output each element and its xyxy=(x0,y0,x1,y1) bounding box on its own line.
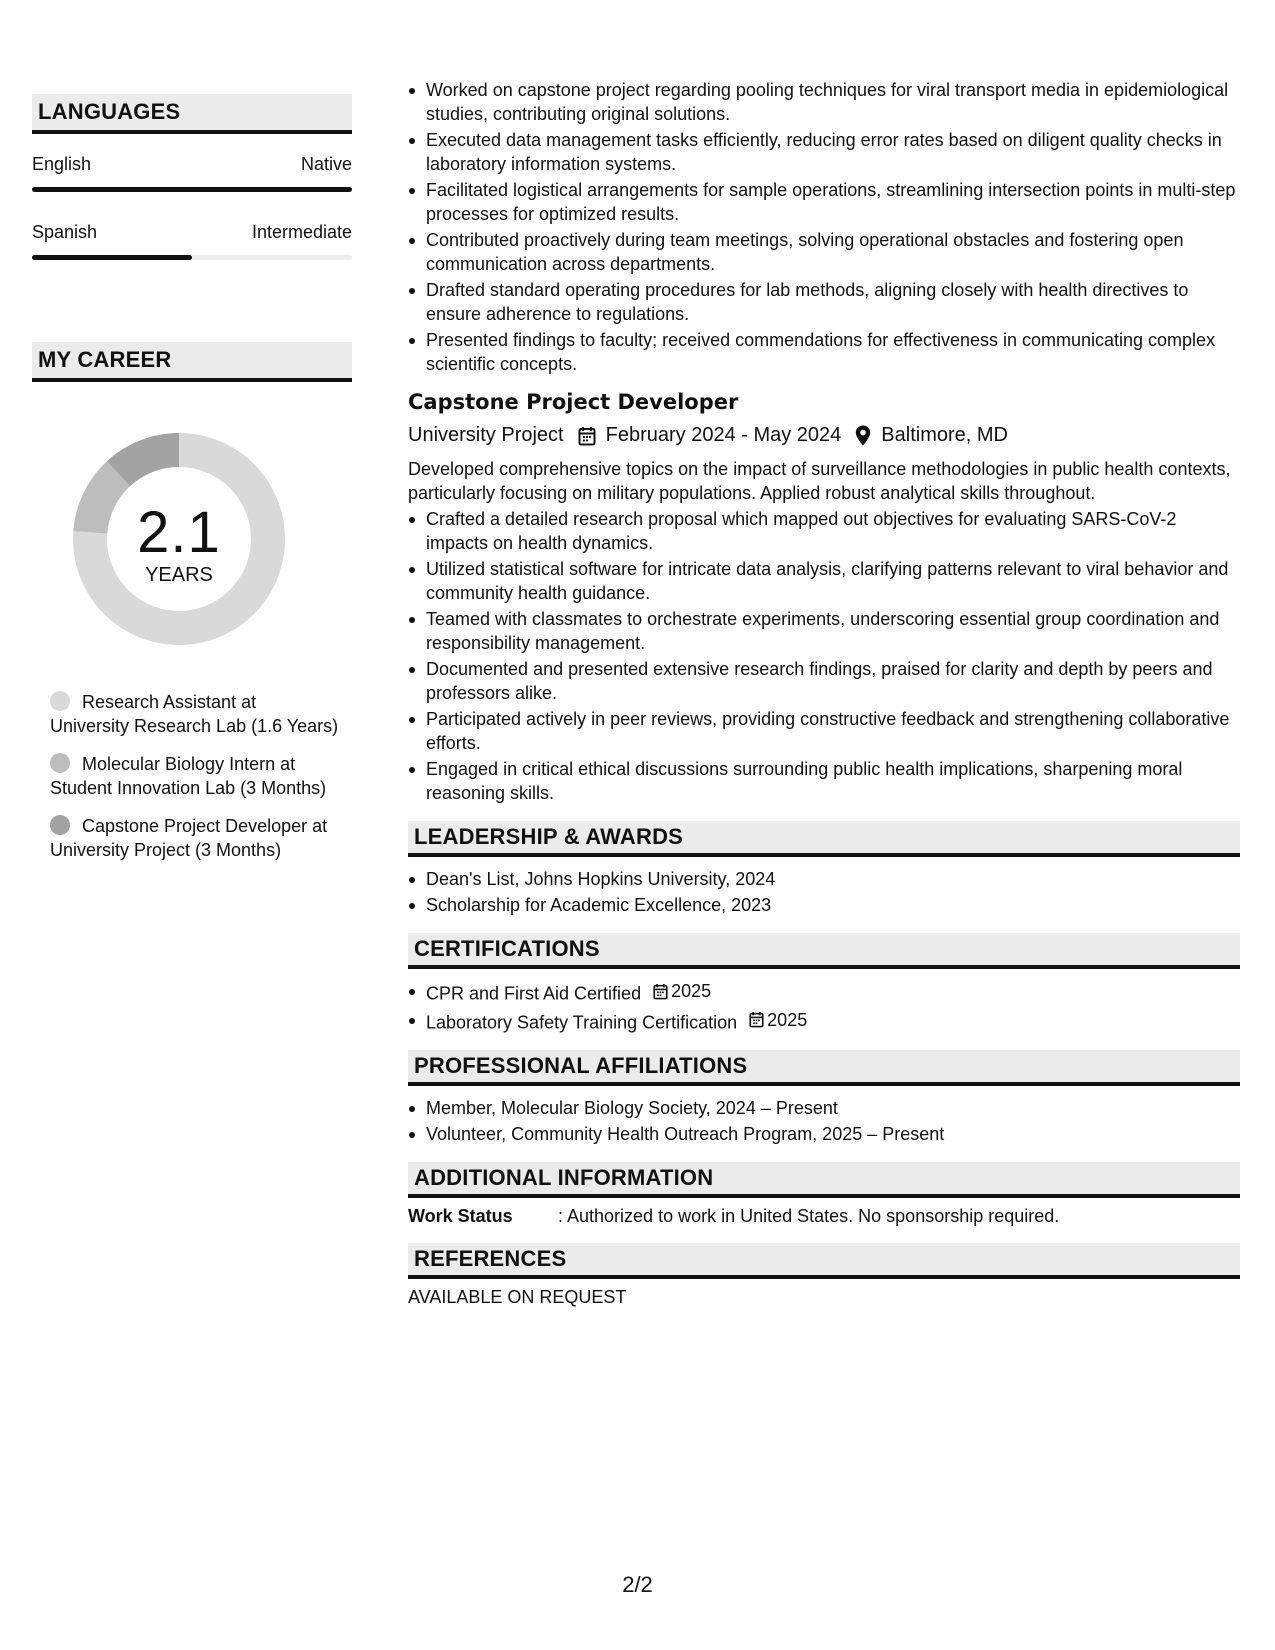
certification-name: Laboratory Safety Training Certification xyxy=(426,1012,738,1032)
job-company: University Project xyxy=(408,424,564,446)
career-total-unit: YEARS xyxy=(145,564,213,586)
certifications-heading: CERTIFICATIONS xyxy=(408,933,1240,969)
leadership-list xyxy=(408,867,1240,917)
affiliations-section xyxy=(408,1050,1240,1146)
location-pin-icon xyxy=(855,425,871,446)
list-item xyxy=(426,1008,1240,1035)
job-dates: February 2024 - May 2024 xyxy=(605,424,842,446)
list-item: Facilitated logistical arrangements for sample operations, streamlining intersection points in multi-step processes for optimized results. xyxy=(426,178,1240,226)
previous-job-bullets xyxy=(408,78,1240,376)
legend-dot xyxy=(50,691,70,711)
legend-dot xyxy=(50,753,70,773)
legend-label: Research Assistant at University Research Lab (1.6 Years) xyxy=(50,692,339,736)
work-status-value: : Authorized to work in United States. No sponsorship required. xyxy=(558,1206,1060,1226)
list-item: Documented and presented extensive research findings, praised for clarity and depth by peers and professors alike. xyxy=(426,657,1240,705)
legend-dot xyxy=(50,815,70,835)
legend-label: Molecular Biology Intern at Student Innovation Lab (3 Months) xyxy=(50,754,327,798)
certification-year: 2025 xyxy=(671,981,712,1001)
legend-item xyxy=(50,690,340,738)
language-bar-fill xyxy=(32,255,192,260)
language-bar xyxy=(32,255,352,260)
language-row xyxy=(32,222,352,243)
language-row xyxy=(32,154,352,175)
list-item: Volunteer, Community Health Outreach Program, 2025 – Present xyxy=(426,1122,1240,1146)
career-heading: MY CAREER xyxy=(32,342,352,382)
list-item: Participated actively in peer reviews, providing constructive feedback and strengthening collaborative efforts. xyxy=(426,707,1240,755)
references-section xyxy=(408,1243,1240,1308)
calendar-icon xyxy=(653,983,668,1000)
calendar-icon xyxy=(749,1011,764,1028)
certification-name: CPR and First Aid Certified xyxy=(426,983,642,1004)
list-item: Teamed with classmates to orchestrate experiments, underscoring essential group coordination and responsibility management. xyxy=(426,607,1240,655)
career-total-value: 2.1 xyxy=(137,500,221,565)
list-item: Worked on capstone project regarding pooling techniques for viral transport media in epidemiological studies, contributing original solutions. xyxy=(426,78,1240,126)
language-level: Native xyxy=(300,154,352,174)
certification-date xyxy=(749,1008,807,1032)
job-title: Capstone Project Developer xyxy=(408,390,739,414)
list-item: Drafted standard operating procedures for lab methods, aligning closely with health directives to ensure adherence to regulations. xyxy=(426,278,1240,326)
certifications-section xyxy=(408,933,1240,1034)
affiliations-list xyxy=(408,1096,1240,1146)
certification-date xyxy=(653,979,711,1003)
list-item: Presented findings to faculty; received commendations for effectiveness in communicating complex scientific concepts. xyxy=(426,328,1240,376)
language-level: Intermediate xyxy=(251,222,352,242)
job-location: Baltimore, MD xyxy=(881,424,1008,446)
left-column xyxy=(32,94,352,876)
legend-item xyxy=(50,814,340,862)
references-heading: REFERENCES xyxy=(408,1243,1240,1279)
list-item: Member, Molecular Biology Society, 2024 – Present xyxy=(426,1096,1240,1120)
list-item: Executed data management tasks efficiently, reducing error rates based on diligent quality checks in laboratory information systems. xyxy=(426,128,1240,176)
donut-center xyxy=(66,426,292,652)
list-item: Crafted a detailed research proposal which mapped out objectives for evaluating SARS-CoV-2 impacts on health dynamics. xyxy=(426,507,1240,555)
language-bar-fill xyxy=(32,187,352,192)
job-meta xyxy=(408,424,1240,447)
list-item xyxy=(426,979,1240,1006)
additional-info-section xyxy=(408,1162,1240,1227)
right-column xyxy=(408,78,1240,1308)
career-donut-chart xyxy=(66,426,292,652)
list-item: Dean's List, Johns Hopkins University, 2024 xyxy=(426,867,1240,891)
languages-heading: LANGUAGES xyxy=(32,94,352,134)
language-name: Spanish xyxy=(32,222,98,242)
work-status-row xyxy=(408,1206,1240,1227)
work-status-label: Work Status xyxy=(408,1206,513,1226)
list-item: Engaged in critical ethical discussions surrounding public health implications, sharpening moral reasoning skills. xyxy=(426,757,1240,805)
list-item: Utilized statistical software for intricate data analysis, clarifying patterns relevant to viral behavior and community health guidance. xyxy=(426,557,1240,605)
career-legend xyxy=(50,690,340,862)
leadership-section xyxy=(408,821,1240,917)
language-bar xyxy=(32,187,352,192)
leadership-heading: LEADERSHIP & AWARDS xyxy=(408,821,1240,857)
job-bullets xyxy=(408,507,1240,805)
references-text: AVAILABLE ON REQUEST xyxy=(408,1287,627,1307)
page-number: 2/2 xyxy=(622,1572,653,1597)
list-item: Scholarship for Academic Excellence, 2023 xyxy=(426,893,1240,917)
job-description: Developed comprehensive topics on the impact of surveillance methodologies in public health contexts, particularly focusing on military populations. Applied robust analytical skills throughout. xyxy=(408,459,1231,503)
affiliations-heading: PROFESSIONAL AFFILIATIONS xyxy=(408,1050,1240,1086)
additional-info-heading: ADDITIONAL INFORMATION xyxy=(408,1162,1240,1198)
calendar-icon xyxy=(578,426,596,446)
legend-item xyxy=(50,752,340,800)
language-name: English xyxy=(32,154,92,174)
certifications-list xyxy=(408,979,1240,1034)
list-item: Contributed proactively during team meetings, solving operational obstacles and fostering open communication across departments. xyxy=(426,228,1240,276)
certification-year: 2025 xyxy=(767,1009,808,1030)
legend-label: Capstone Project Developer at University Project (3 Months) xyxy=(50,816,328,860)
